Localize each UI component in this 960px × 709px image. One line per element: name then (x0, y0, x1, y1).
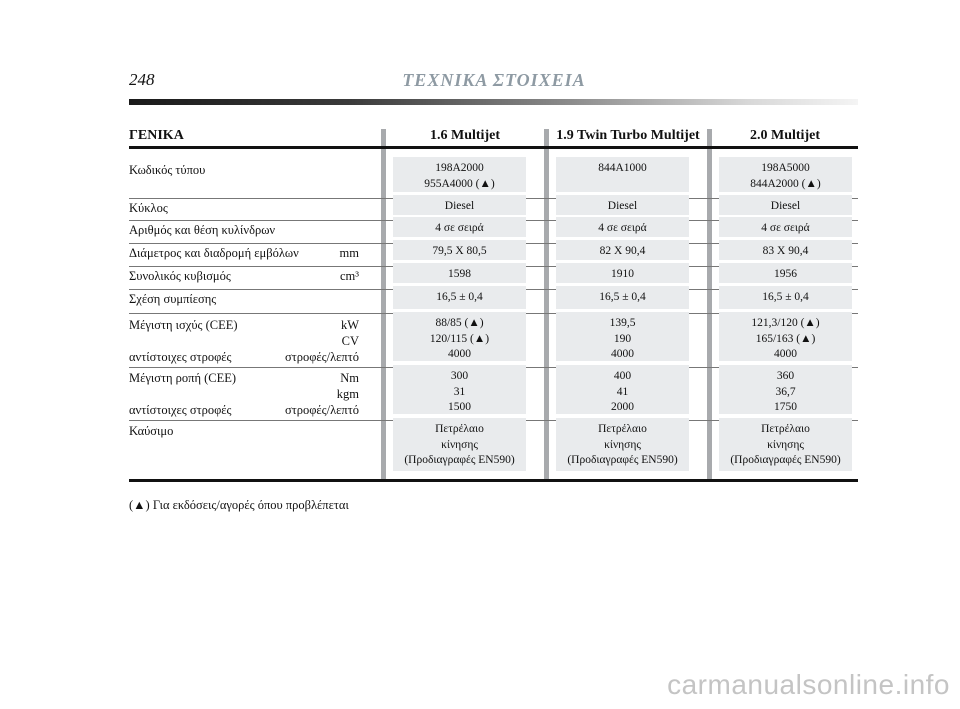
value-line: 4 σε σειρά (598, 222, 647, 234)
value-line: 16,5 ± 0,4 (599, 291, 646, 303)
row-label-text: Αριθμός και θέση κυλίνδρων (129, 223, 276, 237)
row-label-text: αντίστοιχες στροφές (129, 350, 232, 364)
page-header (129, 70, 859, 94)
column-header-1-9-twin-turbo: 1.9 Twin Turbo Multijet (556, 128, 700, 143)
value-cell (393, 221, 526, 237)
value-cell (719, 199, 852, 215)
value-line: 121,3/120 (▲) (751, 317, 820, 329)
row-label-text: Συνολικός κυβισμός (129, 269, 231, 283)
column-gutter (381, 129, 386, 480)
value-cell (393, 161, 526, 192)
value-line: Diesel (444, 200, 475, 212)
value-line: 79,5 X 80,5 (432, 245, 487, 257)
row-unit: kgm (336, 387, 359, 401)
row-label-text: Διάμετρος και διαδρομή εμβόλων (129, 246, 299, 260)
value-line: 139,5 (609, 317, 636, 329)
value-cell (556, 161, 689, 177)
value-cell (393, 244, 526, 260)
value-line: Πετρέλαιο (598, 423, 647, 435)
row-label (129, 370, 359, 418)
value-cell (719, 290, 852, 306)
value-line: 1910 (611, 268, 634, 280)
page-number: 248 (129, 70, 155, 89)
value-line: 844A2000 (▲) (750, 177, 821, 190)
value-line: 4000 (774, 348, 797, 360)
value-cell (393, 199, 526, 215)
value-line: 4000 (611, 348, 634, 360)
value-line: 955A4000 (▲) (424, 177, 495, 190)
value-line: 16,5 ± 0,4 (762, 291, 809, 303)
column-header-1-6-multijet: 1.6 Multijet (430, 128, 500, 143)
row-label-text: Κύκλος (129, 201, 168, 215)
value-line: 4000 (448, 348, 471, 360)
value-line: 1500 (448, 401, 471, 413)
value-line: 31 (453, 385, 466, 398)
column-header-2-0-multijet: 2.0 Multijet (750, 128, 820, 143)
section-title: ΤΕΧΝΙΚΑ ΣΤΟΙΧΕΙΑ (402, 70, 586, 90)
value-line: κίνησης (767, 438, 804, 451)
value-line: (Προδιαγραφές EN590) (567, 454, 678, 466)
value-line: 36,7 (775, 385, 796, 398)
value-line: 198A2000 (435, 162, 484, 174)
row-unit: mm (339, 246, 359, 260)
row-unit: CV (341, 334, 359, 348)
value-cell (393, 422, 526, 469)
value-cell (719, 244, 852, 260)
row-label (129, 200, 359, 216)
value-line: 300 (450, 370, 469, 382)
row-label-text: Κωδικός τύπου (129, 163, 206, 177)
value-line: 1956 (774, 268, 797, 280)
value-cell (393, 290, 526, 306)
value-cell (556, 244, 689, 260)
row-label (129, 268, 359, 284)
row-unit: cm³ (339, 269, 359, 283)
value-line: (Προδιαγραφές EN590) (730, 454, 841, 466)
row-unit: στροφές/λεπτό (284, 403, 359, 417)
row-label-text: αντίστοιχες στροφές (129, 403, 232, 417)
value-cell (719, 422, 852, 469)
value-line: 120/115 (▲) (429, 332, 490, 345)
value-cell (719, 316, 852, 363)
column-gutter (707, 129, 712, 480)
row-label (129, 317, 359, 365)
value-cell (556, 369, 689, 416)
value-line: 844A1000 (598, 162, 647, 174)
value-cell (393, 316, 526, 363)
value-line: 1750 (774, 401, 797, 413)
value-line: 82 X 90,4 (599, 245, 646, 257)
header-gradient-bar (129, 99, 858, 105)
value-cell (556, 199, 689, 215)
value-line: Πετρέλαιο (761, 423, 810, 435)
value-cell (393, 267, 526, 283)
footnote: (▲) Για εκδόσεις/αγορές όπου προβλέπεται (129, 498, 349, 512)
value-cell (393, 369, 526, 416)
row-unit: kW (340, 318, 359, 332)
row-label-text: Μέγιστη ισχύς (CEE) (129, 318, 238, 332)
value-line: 88/85 (▲) (435, 317, 484, 329)
value-line: Diesel (607, 200, 638, 212)
value-cell (719, 221, 852, 237)
value-cell (719, 161, 852, 192)
value-line: 2000 (611, 401, 634, 413)
row-label (129, 222, 359, 238)
value-line: (Προδιαγραφές EN590) (404, 454, 515, 466)
row-label-text: Σχέση συμπίεσης (129, 292, 217, 306)
value-cell (719, 267, 852, 283)
value-line: 1598 (448, 268, 471, 280)
value-cell (556, 221, 689, 237)
value-cell (556, 316, 689, 363)
row-label (129, 423, 359, 439)
watermark: carmanualsonline.info (667, 669, 950, 700)
value-line: 198A5000 (761, 162, 810, 174)
value-cell (719, 369, 852, 416)
value-cell (556, 267, 689, 283)
column-gutter (544, 129, 549, 480)
table-bottom-rule (129, 479, 858, 482)
value-line: 83 X 90,4 (762, 245, 809, 257)
row-label (129, 291, 359, 307)
row-unit: Nm (340, 371, 359, 385)
value-line: κίνησης (441, 438, 478, 451)
value-line: Diesel (770, 200, 801, 212)
row-label (129, 245, 359, 261)
value-line: 400 (613, 370, 632, 382)
row-label-text: Καύσιμο (129, 424, 174, 438)
value-cell (556, 422, 689, 469)
value-line: 165/163 (▲) (755, 332, 816, 345)
value-line: 360 (776, 370, 795, 382)
table-title: ΓΕΝΙΚΑ (129, 128, 184, 143)
row-unit: στροφές/λεπτό (284, 350, 359, 364)
table-top-rule (129, 146, 858, 149)
value-line: 190 (613, 332, 632, 345)
value-line: 4 σε σειρά (435, 222, 484, 234)
row-label (129, 162, 359, 178)
value-line: 41 (616, 385, 629, 398)
specifications-table (129, 124, 858, 484)
value-line: Πετρέλαιο (435, 423, 484, 435)
value-cell (556, 290, 689, 306)
value-line: 16,5 ± 0,4 (436, 291, 483, 303)
value-line: κίνησης (604, 438, 641, 451)
row-label-text: Μέγιστη ροπή (CEE) (129, 371, 237, 385)
value-line: 4 σε σειρά (761, 222, 810, 234)
